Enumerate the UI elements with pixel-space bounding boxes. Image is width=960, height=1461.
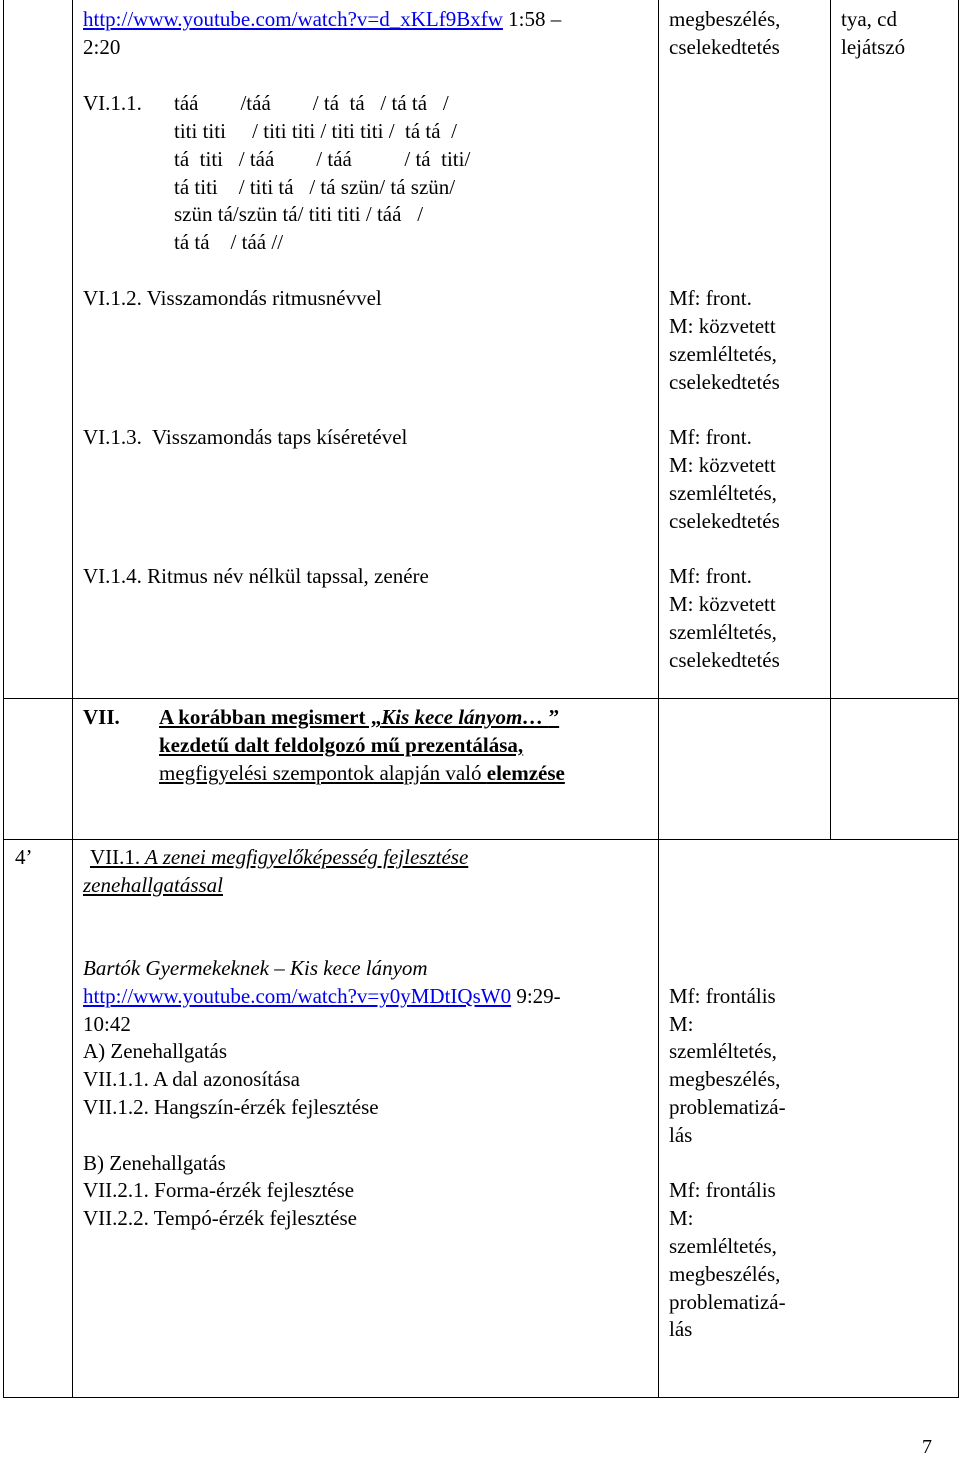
rhythm-line: tá tá / táá // bbox=[174, 230, 284, 254]
method-text: problematizá- bbox=[669, 1290, 786, 1314]
method-text: lás bbox=[669, 1123, 693, 1147]
activity-item: VII.2.2. Tempó-érzék fejlesztése bbox=[83, 1206, 357, 1230]
method-text: M: bbox=[669, 1206, 694, 1230]
method-text: M: közvetett bbox=[669, 453, 776, 477]
rhythm-line: tá titi / táá / táá / tá titi/ bbox=[174, 147, 471, 171]
youtube-link[interactable]: http://www.youtube.com/watch?v=d_xKLf9Bxfw bbox=[83, 7, 503, 31]
section-number: VII.1. bbox=[90, 845, 141, 869]
page-number: 7 bbox=[922, 1436, 932, 1458]
activity-item: A) Zenehallgatás bbox=[83, 1039, 228, 1063]
method-text: M: közvetett bbox=[669, 314, 776, 338]
method-text: szemléltetés, bbox=[669, 620, 777, 644]
link-time-end: 10:42 bbox=[83, 1012, 131, 1036]
method-text: megbeszélés, bbox=[669, 7, 781, 31]
method-text: megbeszélés, bbox=[669, 1067, 781, 1091]
heading-text: A korábban megismert „ bbox=[159, 705, 382, 729]
rhythm-line: tá titi / titi tá / tá szün/ tá szün/ bbox=[174, 175, 456, 199]
activity-item: VII.1.2. Hangszín-érzék fejlesztése bbox=[83, 1095, 379, 1119]
table-divider-tools bbox=[830, 0, 831, 839]
activity-item: B) Zenehallgatás bbox=[83, 1151, 226, 1175]
youtube-link-line bbox=[83, 5, 561, 33]
method-text: Mf: frontális bbox=[669, 1178, 776, 1202]
method-text: szemléltetés, bbox=[669, 1039, 777, 1063]
method-text: megbeszélés, bbox=[669, 1262, 781, 1286]
section-title: A zenei megfigyelőképesség fejlesztése bbox=[140, 845, 469, 869]
heading-quote: ” bbox=[548, 705, 560, 729]
section-heading-vii-line1 bbox=[159, 703, 559, 731]
link-time-end: 2:20 bbox=[83, 35, 121, 59]
section-vi13: VI.1.3. Visszamondás taps kíséretével bbox=[83, 425, 408, 449]
method-text: cselekedtetés bbox=[669, 370, 780, 394]
youtube-link-line bbox=[83, 982, 561, 1010]
heading-emphasis: elemzése bbox=[486, 761, 565, 785]
section-heading-vii-line2: kezdetű dalt feldolgozó mű prezentálása, bbox=[159, 733, 524, 757]
method-text: szemléltetés, bbox=[669, 1234, 777, 1258]
table-border-bottom bbox=[3, 1397, 959, 1398]
rhythm-line: táá /táá / tá tá / tá tá / bbox=[174, 91, 449, 115]
method-text: lás bbox=[669, 1317, 693, 1341]
time-cell: 4’ bbox=[15, 845, 33, 869]
method-text: szemléltetés, bbox=[669, 342, 777, 366]
method-text: M: bbox=[669, 1012, 694, 1036]
song-title: Kis kece lányom… bbox=[381, 705, 549, 729]
rhythm-line: szün tá/szün tá/ titi titi / táá / bbox=[174, 202, 424, 226]
section-vi14: VI.1.4. Ritmus név nélkül tapssal, zenére bbox=[83, 564, 429, 588]
tools-text: tya, cd bbox=[841, 7, 897, 31]
section-title-vii1 bbox=[90, 843, 468, 871]
method-text: Mf: front. bbox=[669, 564, 752, 588]
rhythm-line: titi titi / titi titi / titi titi / tá tá / bbox=[174, 119, 457, 143]
link-time-start: 9:29- bbox=[511, 984, 561, 1008]
section-vi12: VI.1.2. Visszamondás ritmusnévvel bbox=[83, 286, 382, 310]
method-text: szemléltetés, bbox=[669, 481, 777, 505]
method-text: M: közvetett bbox=[669, 592, 776, 616]
section-number-vii: VII. bbox=[83, 705, 120, 729]
method-text: Mf: front. bbox=[669, 425, 752, 449]
activity-item: VII.1.1. A dal azonosítása bbox=[83, 1067, 300, 1091]
section-title-cont: zenehallgatással bbox=[83, 873, 223, 897]
method-text: cselekedtetés bbox=[669, 509, 780, 533]
tools-text: lejátszó bbox=[841, 35, 906, 59]
heading-text: megfigyelési szempontok alapján való bbox=[159, 761, 487, 785]
music-work-title: Bartók Gyermekeknek – Kis kece lányom bbox=[83, 956, 428, 980]
method-text: Mf: frontális bbox=[669, 984, 776, 1008]
table-row-divider bbox=[3, 839, 959, 840]
method-text: problematizá- bbox=[669, 1095, 786, 1119]
link-time-start: 1:58 – bbox=[502, 7, 562, 31]
method-text: cselekedtetés bbox=[669, 35, 780, 59]
section-label-vi11: VI.1.1. bbox=[83, 91, 142, 115]
section-heading-vii-line3 bbox=[159, 759, 565, 787]
activity-item: VII.2.1. Forma-érzék fejlesztése bbox=[83, 1178, 355, 1202]
table-row-divider bbox=[3, 698, 959, 699]
method-text: Mf: front. bbox=[669, 286, 752, 310]
method-text: cselekedtetés bbox=[669, 648, 780, 672]
youtube-link[interactable]: http://www.youtube.com/watch?v=y0yMDtIQsW0 bbox=[83, 984, 512, 1008]
